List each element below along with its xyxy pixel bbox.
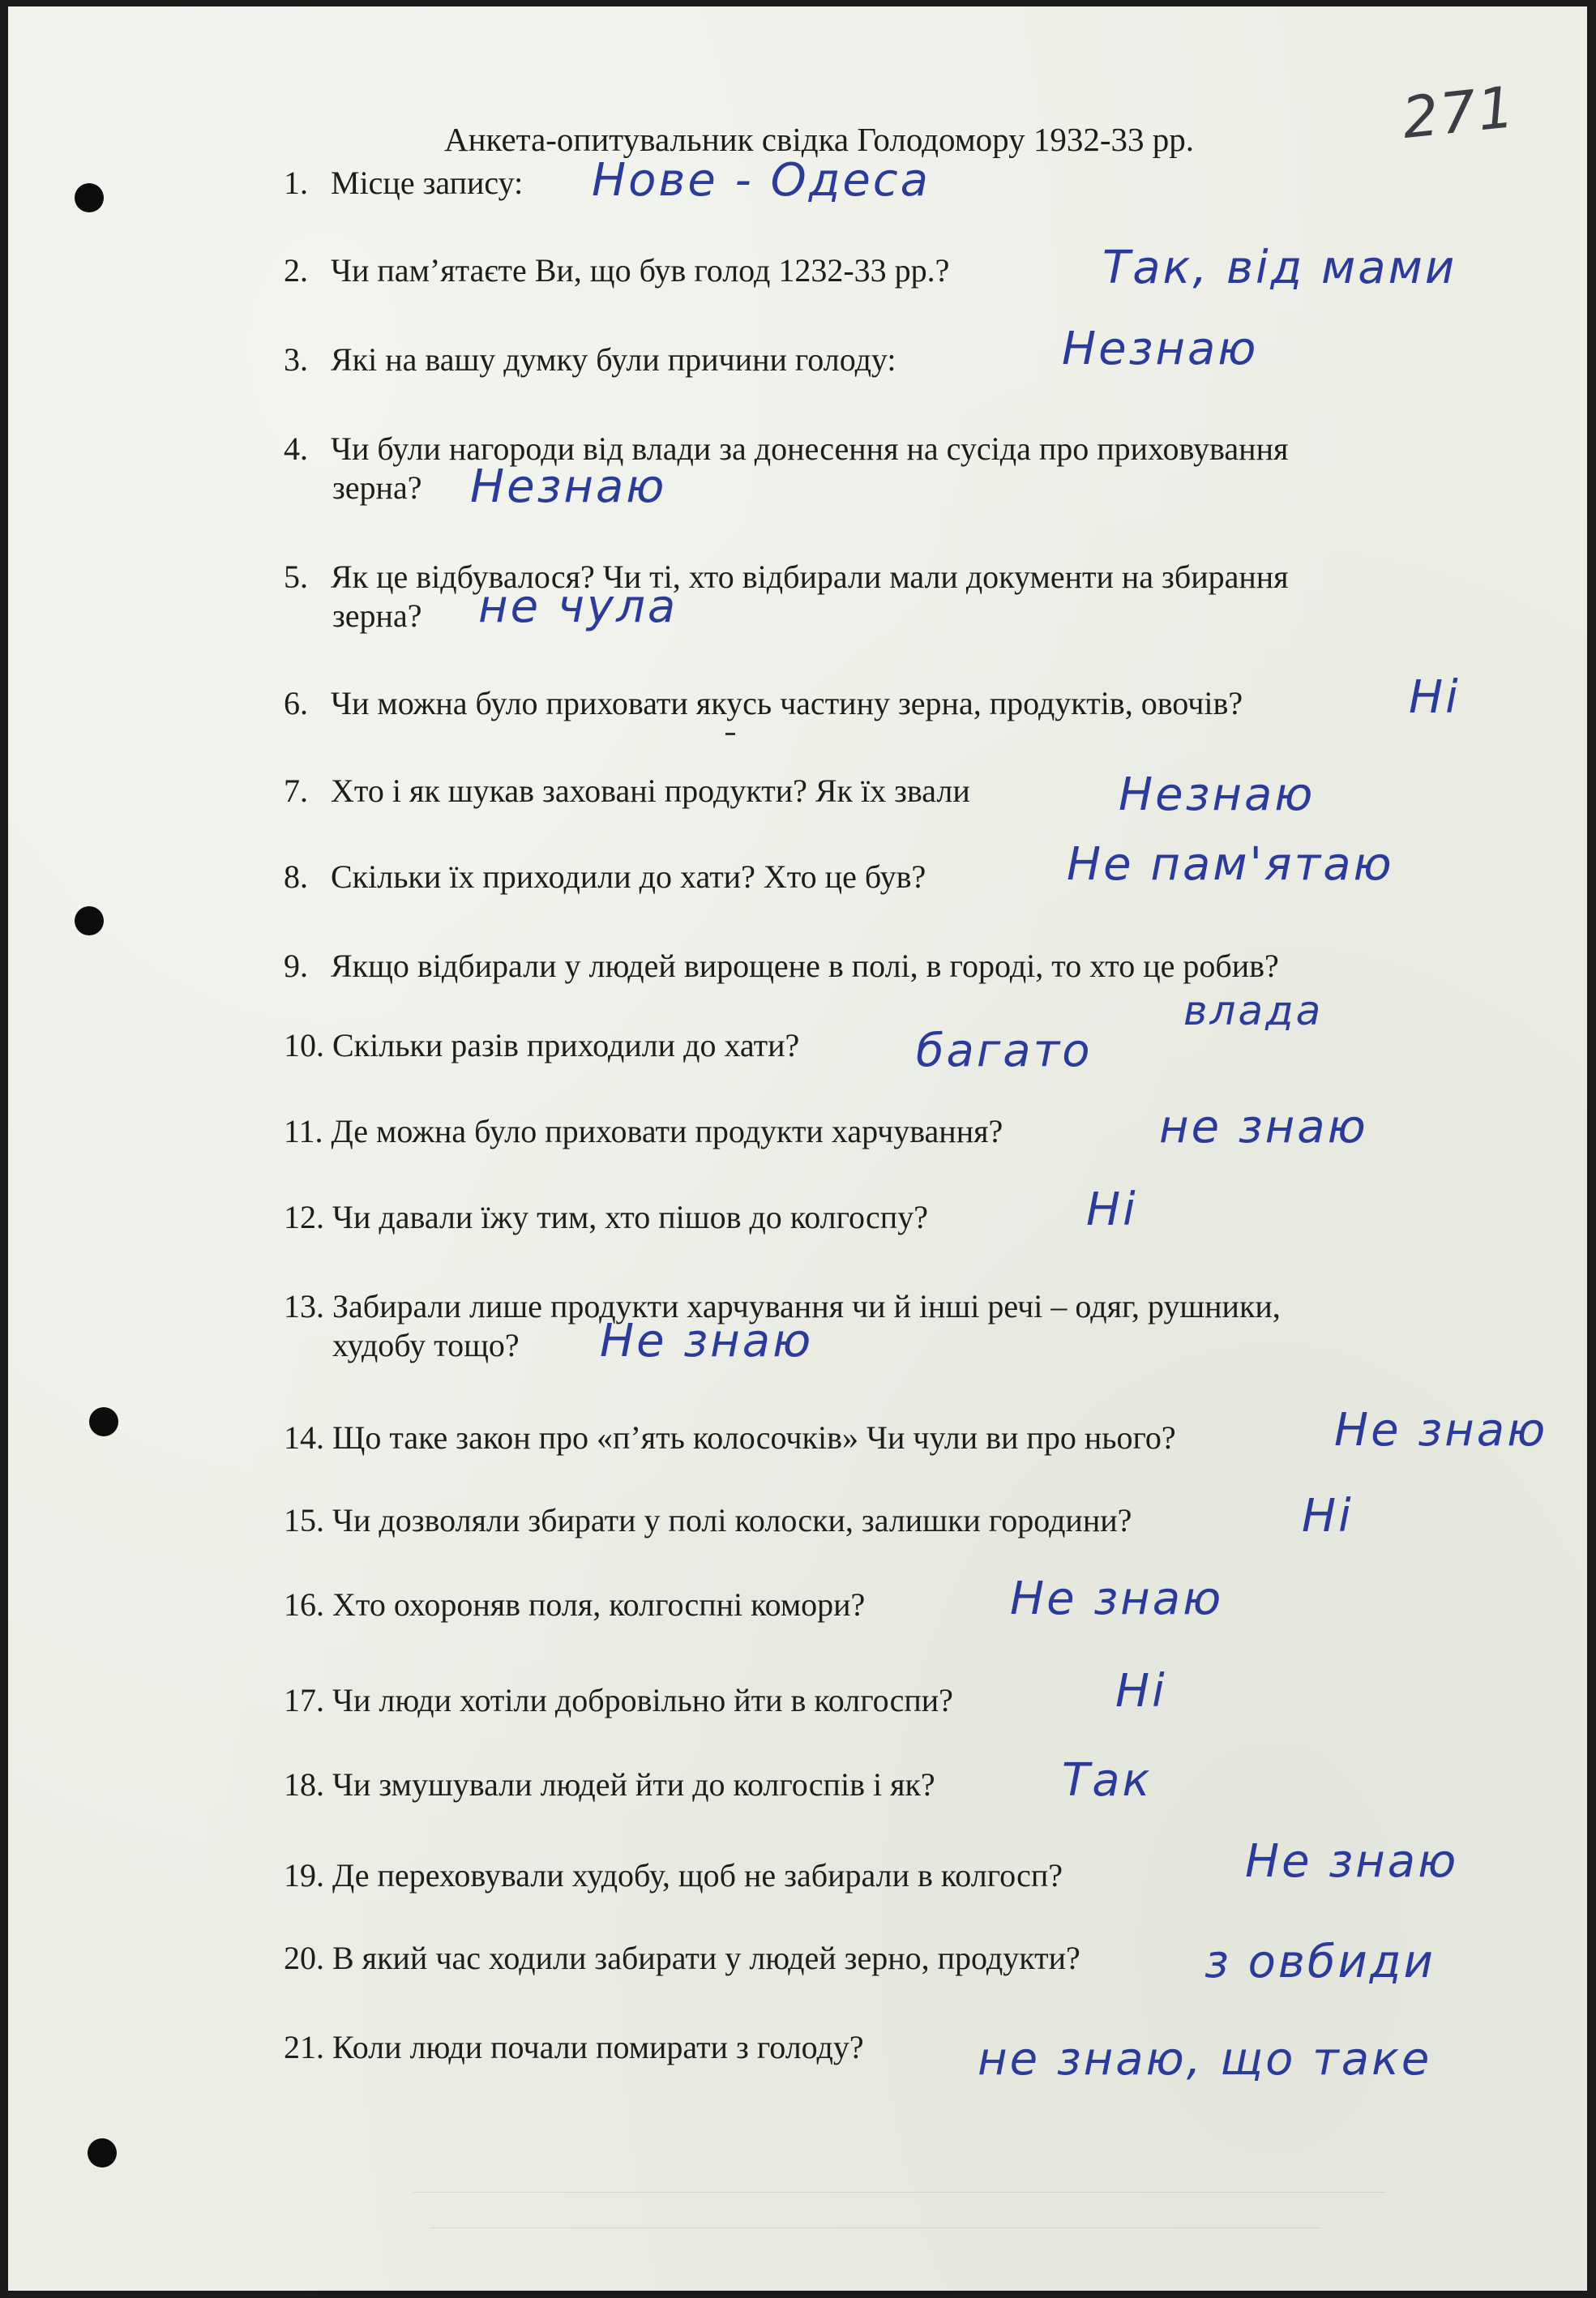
answer-1: Нове - Одеса: [592, 154, 931, 207]
answer-4: Незнаю: [470, 460, 667, 513]
document-page: [8, 6, 1587, 2291]
answer-11: не знаю: [1159, 1101, 1368, 1153]
question-9: [284, 944, 1279, 989]
question-number: 13.: [284, 1288, 324, 1324]
question-3: [284, 337, 896, 383]
question-number: 20.: [284, 1940, 324, 1976]
question-number: 10.: [284, 1027, 324, 1063]
question-4: [284, 426, 1288, 472]
question-text: Забирали лише продукти харчування чи й інші речі – одяг, рушники,: [332, 1288, 1281, 1324]
answer-5: не чула: [478, 580, 678, 633]
question-text: Де можна було приховати продукти харчування?: [331, 1113, 1003, 1149]
question-number: 3.: [284, 341, 308, 378]
question-number: 7.: [284, 772, 308, 809]
question-text: Чи пам’ятаєте Ви, що був голод 1232-33 рр.?: [331, 252, 950, 289]
binder-hole: [88, 2138, 117, 2167]
question-text: Місце запису:: [331, 165, 524, 201]
question-13-continued: худобу тощо?: [332, 1327, 520, 1363]
answer-15: Ні: [1302, 1490, 1354, 1543]
question-6: [284, 681, 1243, 726]
question-5-continued: зерна?: [332, 597, 422, 634]
question-16: [284, 1582, 865, 1628]
question-text: Чи змушували людей йти до колгоспів і як?: [332, 1766, 935, 1803]
binder-hole: [89, 1407, 118, 1436]
question-number: 18.: [284, 1766, 324, 1803]
question-text: Чи були нагороди від влади за донесення на сусіда про приховування: [331, 430, 1289, 467]
question-text: Які на вашу думку були причини голоду:: [331, 341, 896, 378]
answer-6: Ні: [1409, 671, 1461, 724]
question-text: Хто охороняв поля, колгоспні комори?: [332, 1586, 866, 1623]
question-number: 21.: [284, 2029, 324, 2065]
answer-7: Незнаю: [1119, 768, 1316, 821]
question-text: Чи можна було приховати якусь частину зерна, продуктів, овочів?: [331, 685, 1243, 721]
question-text: Чи люди хотіли добровільно йти в колгоспи?: [332, 1682, 953, 1718]
question-number: 9.: [284, 948, 308, 984]
question-number: 8.: [284, 858, 308, 895]
question-20: [284, 1936, 1080, 1981]
binder-hole: [75, 183, 104, 212]
question-17: [284, 1678, 953, 1723]
question-2: [284, 248, 949, 293]
answer-13: Не знаю: [600, 1315, 814, 1367]
question-text: Де переховували худобу, щоб не забирали в колгосп?: [332, 1857, 1063, 1894]
answer-20: з овбиди: [1204, 1936, 1436, 1988]
question-10: [284, 1023, 799, 1068]
question-number: 17.: [284, 1682, 324, 1718]
question-4-continued: зерна?: [332, 469, 422, 506]
question-text: Чи дозволяли збирати у полі колоски, залишки городини?: [332, 1502, 1132, 1538]
answer-21: не знаю, що таке: [978, 2033, 1432, 2086]
answer-9: влада: [1183, 987, 1324, 1034]
question-7: [284, 768, 970, 814]
answer-2: Так, від мами: [1102, 242, 1457, 294]
stray-mark: [725, 733, 735, 735]
document-title: Анкета-опитувальник свідка Голодомору 1932-33 рр.: [444, 121, 1195, 158]
binder-hole: [75, 906, 104, 935]
answer-3: Незнаю: [1062, 323, 1259, 375]
answer-12: Ні: [1086, 1183, 1138, 1236]
question-text: Хто і як шукав заховані продукти? Як їх звали: [331, 772, 970, 809]
answer-10: багато: [916, 1025, 1093, 1077]
question-18: [284, 1762, 935, 1808]
handwritten-page-number: 271: [1399, 73, 1519, 152]
question-text: Скільки разів приходили до хати?: [332, 1027, 800, 1063]
question-11: [284, 1109, 1003, 1154]
question-8: [284, 854, 926, 900]
question-text: В який час ходили забирати у людей зерно, продукти?: [332, 1940, 1080, 1976]
question-text: Що таке закон про «п’ять колосочків» Чи чули ви про нього?: [332, 1419, 1176, 1456]
answer-18: Так: [1062, 1754, 1153, 1807]
show-through-line: [413, 2192, 1386, 2193]
question-1: [284, 160, 523, 206]
question-text: Коли люди почали помирати з голоду?: [332, 2029, 864, 2065]
question-number: 11.: [284, 1113, 323, 1149]
question-number: 4.: [284, 430, 308, 467]
question-12: [284, 1195, 928, 1240]
question-number: 1.: [284, 165, 308, 201]
question-number: 14.: [284, 1419, 324, 1456]
question-number: 6.: [284, 685, 308, 721]
question-text: Чи давали їжу тим, хто пішов до колгоспу?: [332, 1199, 928, 1235]
question-text: Скільки їх приходили до хати? Хто це був?: [331, 858, 926, 895]
answer-8: Не пам'ятаю: [1067, 838, 1394, 891]
question-text: Як це відбувалося? Чи ті, хто відбирали мали документи на збирання: [331, 558, 1289, 595]
answer-19: Не знаю: [1245, 1835, 1459, 1888]
question-number: 15.: [284, 1502, 324, 1538]
question-5: [284, 554, 1289, 600]
question-14: [284, 1415, 1176, 1461]
question-number: 5.: [284, 558, 308, 595]
answer-14: Не знаю: [1334, 1404, 1548, 1457]
answer-16: Не знаю: [1010, 1573, 1224, 1625]
question-21: [284, 2025, 864, 2070]
show-through-line: [430, 2227, 1321, 2228]
question-15: [284, 1498, 1132, 1543]
question-number: 16.: [284, 1586, 324, 1623]
answer-17: Ні: [1115, 1665, 1167, 1718]
question-text: Якщо відбирали у людей вирощене в полі, в городі, то хто це робив?: [331, 948, 1279, 984]
question-number: 12.: [284, 1199, 324, 1235]
question-number: 2.: [284, 252, 308, 289]
question-number: 19.: [284, 1857, 324, 1894]
question-19: [284, 1853, 1063, 1898]
